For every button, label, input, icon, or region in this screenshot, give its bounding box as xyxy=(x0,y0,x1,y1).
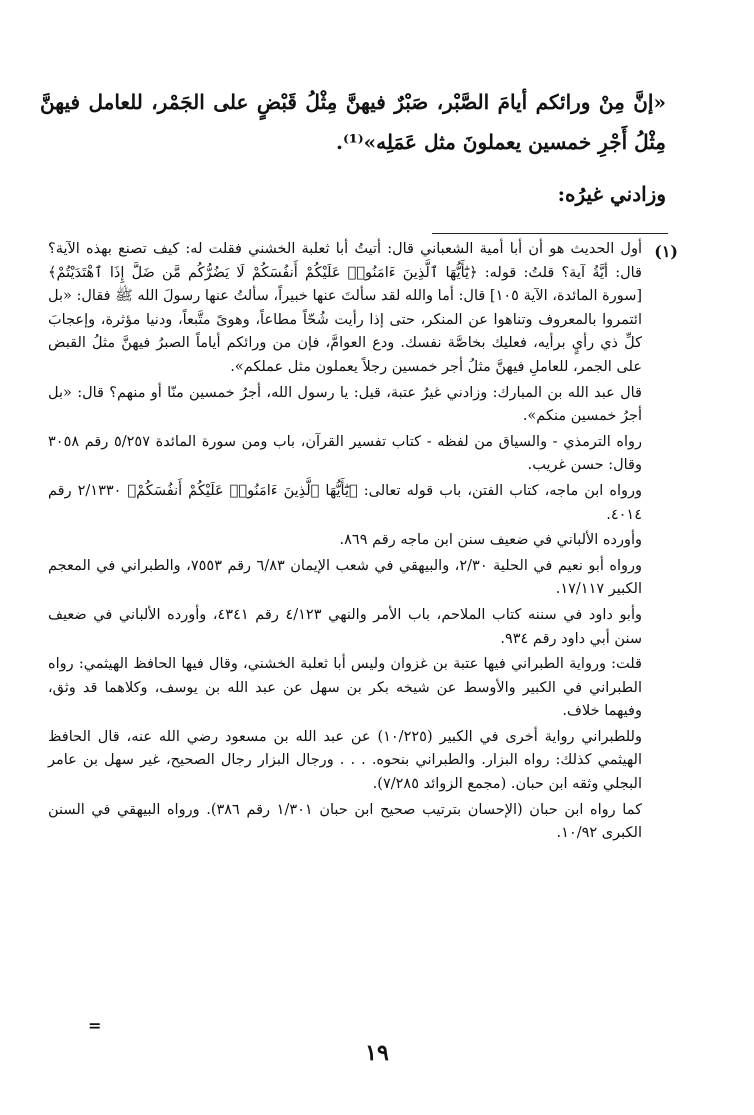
footnote-body xyxy=(48,238,642,848)
footnote-paragraph: أول الحديث هو أن أبا أمية الشعباني قال: أتيتُ أبا ثعلبة الخشني فقلت له: كيف تصنع بهذه الآية؟ قال: أيَّةُ آية؟ قلتُ: قوله: ﴿يَٰٓأَيُّهَا ٱلَّذِينَ ءَامَنُوا۟ عَلَيْكُمْ أَنفُسَكُمْ لَا يَضُرُّكُم مَّن ضَلَّ إِذَا ٱهْتَدَيْتُمْ﴾ [سورة المائدة، الآية ١٠٥] قال: أما والله لقد سألتَ عنها خبيراً، سألتُ عنها رسولَ الله ﷺ فقال: «بل ائتمروا بالمعروف وتناهوا عن المنكر، حتى إذا رأيت شُحّاً مطاعاً، وهوىً متَّبعاً، ودنيا مؤثرة، وإعجابَ كلِّ ذي رأيٍ برأيه، فعليك بخاصَّة نفسك. ودع العوامَّ، فإن من ورائكم أياماً الصبرُ فيهنَّ مثلُ القبض على الجمر، للعاملِ فيهنَّ مثلُ أجر خمسين رجلاً يعملون مثل عملكم». xyxy=(48,241,642,375)
hadith-paragraph: «إنَّ مِنْ ورائكم أيامَ الصَّبْر، صَبْرٌ فيهنَّ مِثْلُ قَبْضٍ على الجَمْر، للعامل فيهنَّ مِثْلُ أَجْرِ خمسين يعملونَ مثل عَمَلِه»⁽¹⁾. xyxy=(40,90,666,154)
continuation-line: وزادني غيرُه: xyxy=(557,182,666,206)
footnote-paragraph: وأبو داود في سننه كتاب الملاحم، باب الأمر والنهي ٤/١٢٣ رقم ٤٣٤١، وأورده الألباني في ضعيف سنن أبي داود رقم ٩٣٤. xyxy=(48,606,643,647)
footnote-paragraph: كما رواه ابن حبان (الإحسان بترتيب صحيح ابن حبان ١/٣٠١ رقم ٣٨٦). ورواه البيهقي في السنن الكبرى ١٠/٩٢. xyxy=(48,801,642,842)
main-text xyxy=(40,82,666,214)
footnote-separator xyxy=(432,233,668,234)
footnote-paragraph: ورواه أبو نعيم في الحلية ٢/٣٠، والبيهقي في شعب الإيمان ٦/٨٣ رقم ٧٥٥٣، والطبراني في المعجم الكبير ١٧/١١٧. xyxy=(48,557,643,598)
footnote-number: (١) xyxy=(654,242,678,261)
footnote-paragraph: رواه الترمذي - والسياق من لفظه - كتاب تفسير القرآن، باب ومن سورة المائدة ٥/٢٥٧ رقم ٣٠٥٨ وقال: حسن غريب. xyxy=(48,433,642,474)
page-number: ١٩ xyxy=(365,1040,389,1066)
footnote-paragraph: قلت: ورواية الطبراني فيها عتبة بن غزوان وليس أبا ثعلبة الخشني، وقال فيها الحافظ الهيثمي: رواه الطبراني في الكبير والأوسط عن شيخه بكر بن سهل عن عبد الله بن يوسف، وكلاهما قد وثق، وفيهما خلاف. xyxy=(48,656,642,720)
footnote-paragraph: ورواه ابن ماجه، كتاب الفتن، باب قوله تعالى: ﴿يَٰٓأَيُّهَا ٱلَّذِينَ ءَامَنُوا۟ عَلَيْكُمْ أَنفُسَكُمْ﴾ ٢/١٣٣٠ رقم ٤٠١٤. xyxy=(48,482,642,523)
footnote-paragraph: قال عبد الله بن المبارك: وزادني غيرُ عتبة، قيل: يا رسول الله، أجرُ خمسين منّا أو منهم؟ قال: «بل أجرُ خمسين منكم». xyxy=(48,384,642,425)
footnote-paragraph: وللطبراني رواية أخرى في الكبير (١٠/٢٢٥) عن عبد الله بن مسعود رضي الله عنه، قال الحافظ الهيثمي كذلك: رواه البزار. والطبراني بنحوه. . . . ورجال البزار رجال الصحيح، غير سهل بن عامر البجلي وثقه ابن حبان. (مجمع الزوائد ٧/٢٨٥). xyxy=(48,728,642,793)
continuation-mark: = xyxy=(88,1016,102,1035)
footnote-paragraph: وأورده الألباني في ضعيف سنن ابن ماجه رقم ٨٦٩. xyxy=(339,532,642,549)
